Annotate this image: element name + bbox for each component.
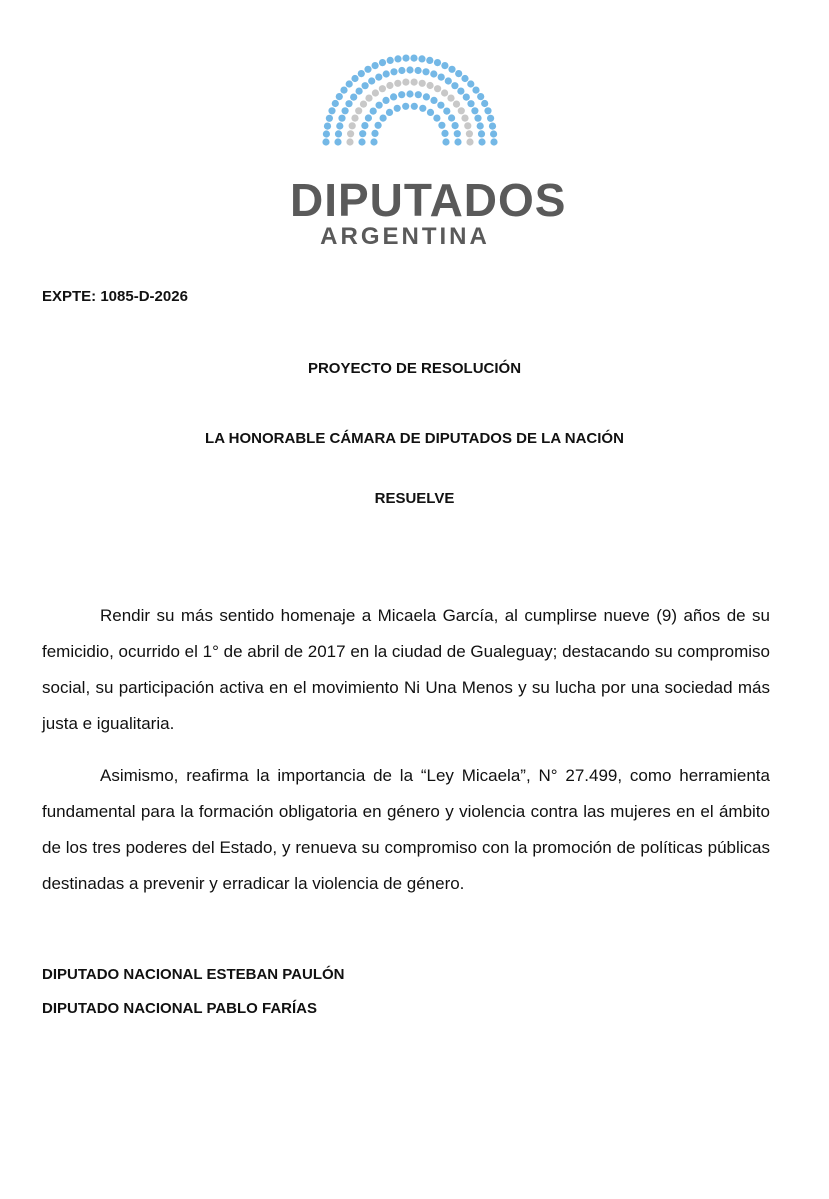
logo-dot (467, 80, 474, 87)
logo-dot (419, 105, 426, 112)
logo-dot (394, 55, 401, 62)
logo-dot (466, 138, 473, 145)
logo-dot (472, 87, 479, 94)
logo-dot (370, 138, 377, 145)
logo-dot (328, 107, 335, 114)
logo-dot (489, 123, 496, 130)
logo-dot (398, 91, 405, 98)
resolves-heading: RESUELVE (374, 490, 455, 507)
logo-dot (419, 80, 426, 87)
logo-dot (370, 108, 377, 115)
expediente-number: EXPTE: 1085-D-2026 (42, 288, 188, 305)
logo-dot (398, 67, 405, 74)
logo-dot (437, 102, 444, 109)
logo-dot (430, 70, 437, 77)
logo-dot (346, 138, 353, 145)
logo-dot (368, 77, 375, 84)
logo-dot (387, 57, 394, 64)
logo-dot (451, 82, 458, 89)
logo-dot (448, 114, 455, 121)
logo-dot (406, 66, 413, 73)
logo-dot (394, 105, 401, 112)
logo-title: DIPUTADOS (290, 174, 567, 226)
logo-dot (454, 130, 461, 137)
logo-dot (478, 130, 485, 137)
logo-dot (375, 74, 382, 81)
logo-dot (406, 90, 413, 97)
logo-dot (455, 70, 462, 77)
logo-dot (415, 67, 422, 74)
logo-dot (418, 55, 425, 62)
logo-dot (464, 122, 471, 129)
logo-dot (323, 130, 330, 137)
logo-dot (458, 107, 465, 114)
logo-dot (361, 122, 368, 129)
logo-dot (452, 122, 459, 129)
logo-dot (350, 94, 357, 101)
logo-dot (477, 93, 484, 100)
logo-dot (375, 122, 382, 129)
logo-dot (379, 59, 386, 66)
logo-dot (441, 89, 448, 96)
logo-dot (336, 122, 343, 129)
logo-dot (347, 130, 354, 137)
logo-dot (360, 101, 367, 108)
logo-dot (438, 122, 445, 129)
logo-dot (322, 138, 329, 145)
logo-dot (415, 91, 422, 98)
logo-dot (442, 138, 449, 145)
logo-dot (390, 93, 397, 100)
logo-dot (490, 130, 497, 137)
logo-dot (434, 59, 441, 66)
logo-dot (474, 115, 481, 122)
logo-dot (358, 138, 365, 145)
logo-dot (351, 115, 358, 122)
logo-dot (402, 103, 409, 110)
logo-dot (340, 87, 347, 94)
logo-dot (338, 115, 345, 122)
logo-dot (364, 66, 371, 73)
document-type-heading: PROYECTO DE RESOLUCIÓN (307, 360, 522, 377)
logo-dot (441, 62, 448, 69)
body-paragraph-1: Rendir su más sentido homenaje a Micaela García, al cumplirse nueve (9) años de su femicidio, ocurrido el 1° de abril de 2017 en la ciudad de Gualeguay; destacando su compromiso social, su participación activa en el movimiento Ni Una Menos y su lucha por una sociedad más justa e igualitaria. (42, 606, 770, 733)
logo-dot (423, 93, 430, 100)
logo-dot (487, 115, 494, 122)
logo-dot (471, 107, 478, 114)
logo-dot (380, 115, 387, 122)
logo-dot (371, 130, 378, 137)
logo-dot (478, 138, 485, 145)
logo-dot (390, 68, 397, 75)
body-paragraph-2: Asimismo, reafirma la importancia de la “Ley Micaela”, N° 27.499, como herramienta fundamental para la formación obligatoria en género y violencia contra las mujeres en el ámbito de los tres poderes del Estado, y renueva su compromiso con la promoción de políticas públicas destinadas a prevenir y erradicar la violencia de género. (42, 766, 770, 893)
logo-dot (335, 130, 342, 137)
logo-dot (372, 89, 379, 96)
logo-dot (372, 62, 379, 69)
logo-dot (386, 109, 393, 116)
logo-dot (351, 75, 358, 82)
logo-dot (427, 82, 434, 89)
logo-dot (477, 122, 484, 129)
hemicycle-logo-icon (320, 50, 500, 150)
logo-dot (484, 107, 491, 114)
logo-dot (383, 70, 390, 77)
signatures-block (42, 958, 345, 1026)
logo-dot (402, 55, 409, 62)
logo-dot (345, 100, 352, 107)
logo-dot (402, 79, 409, 86)
chamber-heading: LA HONORABLE CÁMARA DE DIPUTADOS DE LA NACIÓN (205, 430, 624, 447)
logo-dot (342, 107, 349, 114)
logo-dot (438, 74, 445, 81)
logo-dot (394, 80, 401, 87)
signature-line-2: DIPUTADO NACIONAL PABLO FARÍAS (42, 1000, 318, 1017)
logo-dot (447, 95, 454, 102)
logo-dot (434, 85, 441, 92)
diputados-logo (290, 40, 567, 250)
logo-dot (365, 95, 372, 102)
logo-dot (441, 130, 448, 137)
logo-dot (359, 130, 366, 137)
logo-dot (355, 107, 362, 114)
logo-subtitle: ARGENTINA (320, 223, 490, 250)
logo-dot (334, 138, 341, 145)
logo-dot (410, 55, 417, 62)
logo-dot (481, 100, 488, 107)
signature-line-1: DIPUTADO NACIONAL ESTEBAN PAULÓN (42, 966, 345, 983)
logo-dot (356, 88, 363, 95)
logo-dot (454, 138, 461, 145)
logo-dot (346, 80, 353, 87)
logo-dot (443, 108, 450, 115)
logo-dot (349, 122, 356, 129)
logo-dot (426, 57, 433, 64)
logo-dot (461, 75, 468, 82)
logo-dot (365, 114, 372, 121)
logo-dot (461, 115, 468, 122)
logo-dot (467, 100, 474, 107)
logo-dot (379, 85, 386, 92)
logo-dot (445, 77, 452, 84)
logo-dot (422, 68, 429, 75)
logo-dot (411, 79, 418, 86)
logo-dot (324, 123, 331, 130)
logo-dot (430, 97, 437, 104)
logo-dot (386, 82, 393, 89)
logo-dot (382, 97, 389, 104)
logo-dot (376, 102, 383, 109)
logo-dot (463, 94, 470, 101)
logo-dot (457, 88, 464, 95)
logo-dot (490, 138, 497, 145)
logo-dot (332, 100, 339, 107)
logo-dot (466, 130, 473, 137)
logo-dot (448, 66, 455, 73)
logo-dot (362, 82, 369, 89)
logo-dot (433, 115, 440, 122)
logo-dot (358, 70, 365, 77)
logo-dot (453, 101, 460, 108)
logo-dot (336, 93, 343, 100)
logo-dot (326, 115, 333, 122)
logo-dot (411, 103, 418, 110)
logo-dot (427, 109, 434, 116)
